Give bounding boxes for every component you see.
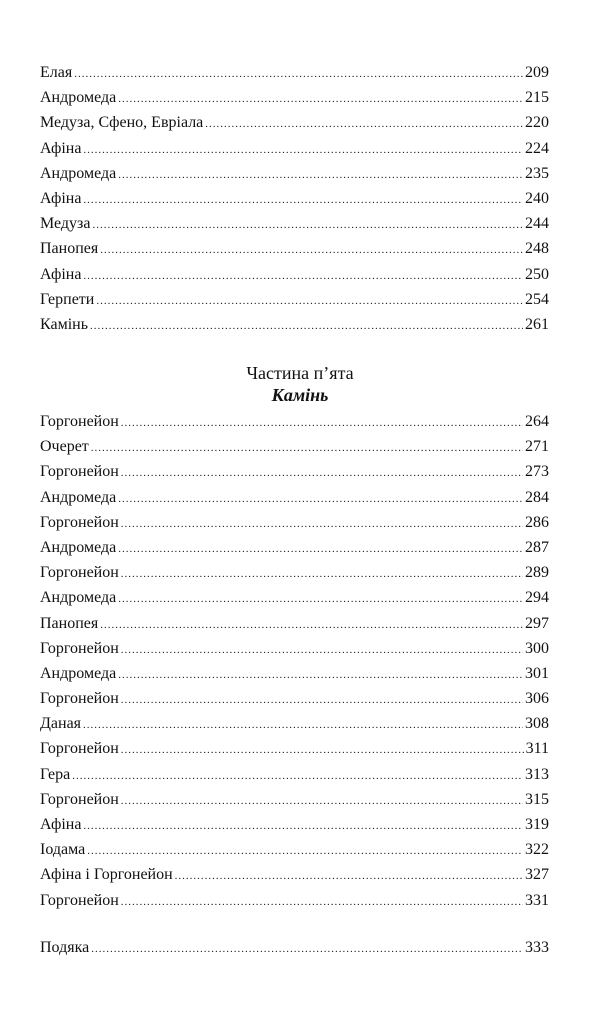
- toc-entry-page-number: 284: [525, 488, 549, 506]
- part-subtitle: Камінь: [271, 385, 329, 405]
- toc-entry-title: Андромеда: [40, 664, 117, 682]
- dot-leader: [90, 314, 523, 337]
- dot-leader: [83, 264, 523, 287]
- toc-entry-title: Горгонейон: [40, 740, 119, 758]
- toc-entry: [40, 85, 549, 110]
- toc-entry: [40, 186, 549, 211]
- dot-leader: [83, 713, 523, 736]
- dot-leader: [87, 839, 523, 862]
- toc-entry: [40, 110, 549, 135]
- toc-entry-page-number: 254: [525, 290, 549, 308]
- toc-entry: [40, 636, 549, 661]
- dot-leader: [118, 663, 523, 686]
- toc-entry: [40, 888, 549, 913]
- toc-entry: [40, 409, 549, 434]
- toc-entry: [40, 711, 549, 736]
- toc-entry-page-number: 315: [525, 790, 549, 808]
- dot-leader: [121, 688, 523, 711]
- dot-leader: [118, 87, 523, 110]
- toc-entry-page-number: 300: [525, 639, 549, 657]
- toc-entry-title: Андромеда: [40, 538, 117, 556]
- toc-entry-page-number: 235: [525, 164, 549, 182]
- toc-entry-page-number: 248: [525, 240, 549, 258]
- toc-entry-page-number: 224: [525, 139, 549, 157]
- toc-entry-page-number: 287: [525, 538, 549, 556]
- toc-entry-title: Андромеда: [40, 89, 117, 107]
- toc-entry-page-number: 327: [525, 866, 549, 884]
- toc-entry-page-number: 286: [525, 513, 549, 531]
- toc-entry-title: Медуза: [40, 215, 91, 233]
- toc-entry-title: Медуза, Сфено, Евріала: [40, 114, 204, 132]
- dot-leader: [96, 289, 523, 312]
- dot-leader: [121, 738, 524, 761]
- toc-entry-title: Горгонейон: [40, 891, 119, 909]
- toc-entry-page-number: 306: [525, 690, 549, 708]
- dot-leader: [118, 163, 523, 186]
- dot-leader: [72, 764, 523, 787]
- toc-list-part5: [40, 409, 549, 913]
- toc-entry-page-number: 311: [525, 740, 549, 758]
- toc-entry-page-number: 250: [525, 265, 549, 283]
- toc-entry-page-number: 261: [525, 315, 549, 333]
- toc-entry: [40, 611, 549, 636]
- toc-list-end: [40, 935, 549, 960]
- toc-list-part4-end: [40, 60, 549, 337]
- dot-leader: [100, 613, 523, 636]
- toc-entry: [40, 535, 549, 560]
- toc-entry: [40, 434, 549, 459]
- toc-entry: [40, 837, 549, 862]
- dot-leader: [74, 62, 523, 85]
- toc-entry: [40, 287, 549, 312]
- toc-entry-page-number: 331: [525, 891, 549, 909]
- toc-entry-title: Очерет: [40, 438, 89, 456]
- toc-entry-title: Горгонейон: [40, 639, 119, 657]
- toc-entry-title: Андромеда: [40, 488, 117, 506]
- dot-leader: [121, 512, 523, 535]
- toc-entry-page-number: 244: [525, 215, 549, 233]
- toc-entry-title: Горгонейон: [40, 690, 119, 708]
- toc-entry-page-number: 322: [525, 841, 549, 859]
- toc-entry-title: Горгонейон: [40, 463, 119, 481]
- toc-entry-title: Іодама: [40, 841, 86, 859]
- toc-entry-page-number: 220: [525, 114, 549, 132]
- toc-entry-page-number: 215: [525, 89, 549, 107]
- toc-entry-title: Андромеда: [40, 164, 117, 182]
- toc-entry-page-number: 313: [525, 765, 549, 783]
- toc-entry: [40, 787, 549, 812]
- toc-entry: [40, 236, 549, 261]
- toc-entry: [40, 510, 549, 535]
- toc-entry: [40, 686, 549, 711]
- dot-leader: [100, 238, 523, 261]
- dot-leader: [121, 562, 523, 585]
- toc-entry-title: Камінь: [40, 315, 88, 333]
- dot-leader: [83, 138, 523, 161]
- toc-entry-title: Афіна і Горгонейон: [40, 866, 173, 884]
- dot-leader: [118, 587, 523, 610]
- toc-entry: [40, 661, 549, 686]
- toc-entry-title: Горгонейон: [40, 564, 119, 582]
- toc-entry: [40, 136, 549, 161]
- toc-entry-page-number: 319: [525, 816, 549, 833]
- toc-entry: [40, 459, 549, 484]
- toc-entry: [40, 762, 549, 787]
- toc-entry-title: Елая: [40, 64, 73, 81]
- toc-entry-page-number: 294: [525, 589, 549, 607]
- toc-entry-page-number: 264: [525, 413, 549, 430]
- toc-entry-page-number: 297: [525, 614, 549, 632]
- dot-leader: [118, 537, 523, 560]
- toc-entry: [40, 812, 549, 837]
- dot-leader: [118, 487, 523, 510]
- toc-entry-page-number: 271: [525, 438, 549, 456]
- toc-entry-page-number: 289: [525, 564, 549, 582]
- toc-entry: [40, 585, 549, 610]
- dot-leader: [121, 890, 523, 913]
- toc-entry: [40, 312, 549, 337]
- toc-entry-title: Гера: [40, 765, 71, 783]
- toc-entry-title: Афіна: [40, 139, 82, 157]
- toc-entry-title: Афіна: [40, 816, 82, 833]
- toc-entry-page-number: 240: [525, 189, 549, 207]
- dot-leader: [205, 112, 523, 135]
- toc-entry-title: Герпети: [40, 290, 95, 308]
- toc-entry-title: Горгонейон: [40, 513, 119, 531]
- dot-leader: [121, 638, 523, 661]
- dot-leader: [121, 461, 523, 484]
- toc-entry-title: Панопея: [40, 614, 99, 632]
- toc-entry-title: Афіна: [40, 265, 82, 283]
- toc-entry: [40, 935, 549, 960]
- toc-entry: [40, 161, 549, 186]
- dot-leader: [121, 789, 523, 812]
- toc-entry: [40, 862, 549, 887]
- toc-entry: [40, 211, 549, 236]
- toc-entry-title: Андромеда: [40, 589, 117, 607]
- toc-entry-title: Даная: [40, 715, 82, 733]
- dot-leader: [92, 213, 523, 236]
- toc-entry-title: Подяка: [40, 939, 90, 956]
- part-title: Частина п’ята: [246, 363, 354, 383]
- dot-leader: [175, 864, 523, 887]
- toc-entry-title: Афіна: [40, 189, 82, 207]
- toc-entry: [40, 560, 549, 585]
- dot-leader: [91, 436, 523, 459]
- toc-entry-page-number: 333: [525, 939, 549, 956]
- toc-entry-page-number: 301: [525, 664, 549, 682]
- toc-entry-title: Горгонейон: [40, 413, 119, 430]
- toc-entry: [40, 736, 549, 761]
- toc-entry-title: Горгонейон: [40, 790, 119, 808]
- toc-entry: [40, 262, 549, 287]
- toc-entry-page-number: 209: [525, 64, 549, 81]
- toc-entry-page-number: 308: [525, 715, 549, 733]
- toc-entry: [40, 485, 549, 510]
- toc-entry-page-number: 273: [525, 463, 549, 481]
- dot-leader: [121, 411, 523, 434]
- toc-entry: [40, 60, 549, 85]
- dot-leader: [91, 937, 523, 960]
- dot-leader: [83, 188, 523, 211]
- toc-entry-title: Панопея: [40, 240, 99, 258]
- dot-leader: [83, 814, 523, 837]
